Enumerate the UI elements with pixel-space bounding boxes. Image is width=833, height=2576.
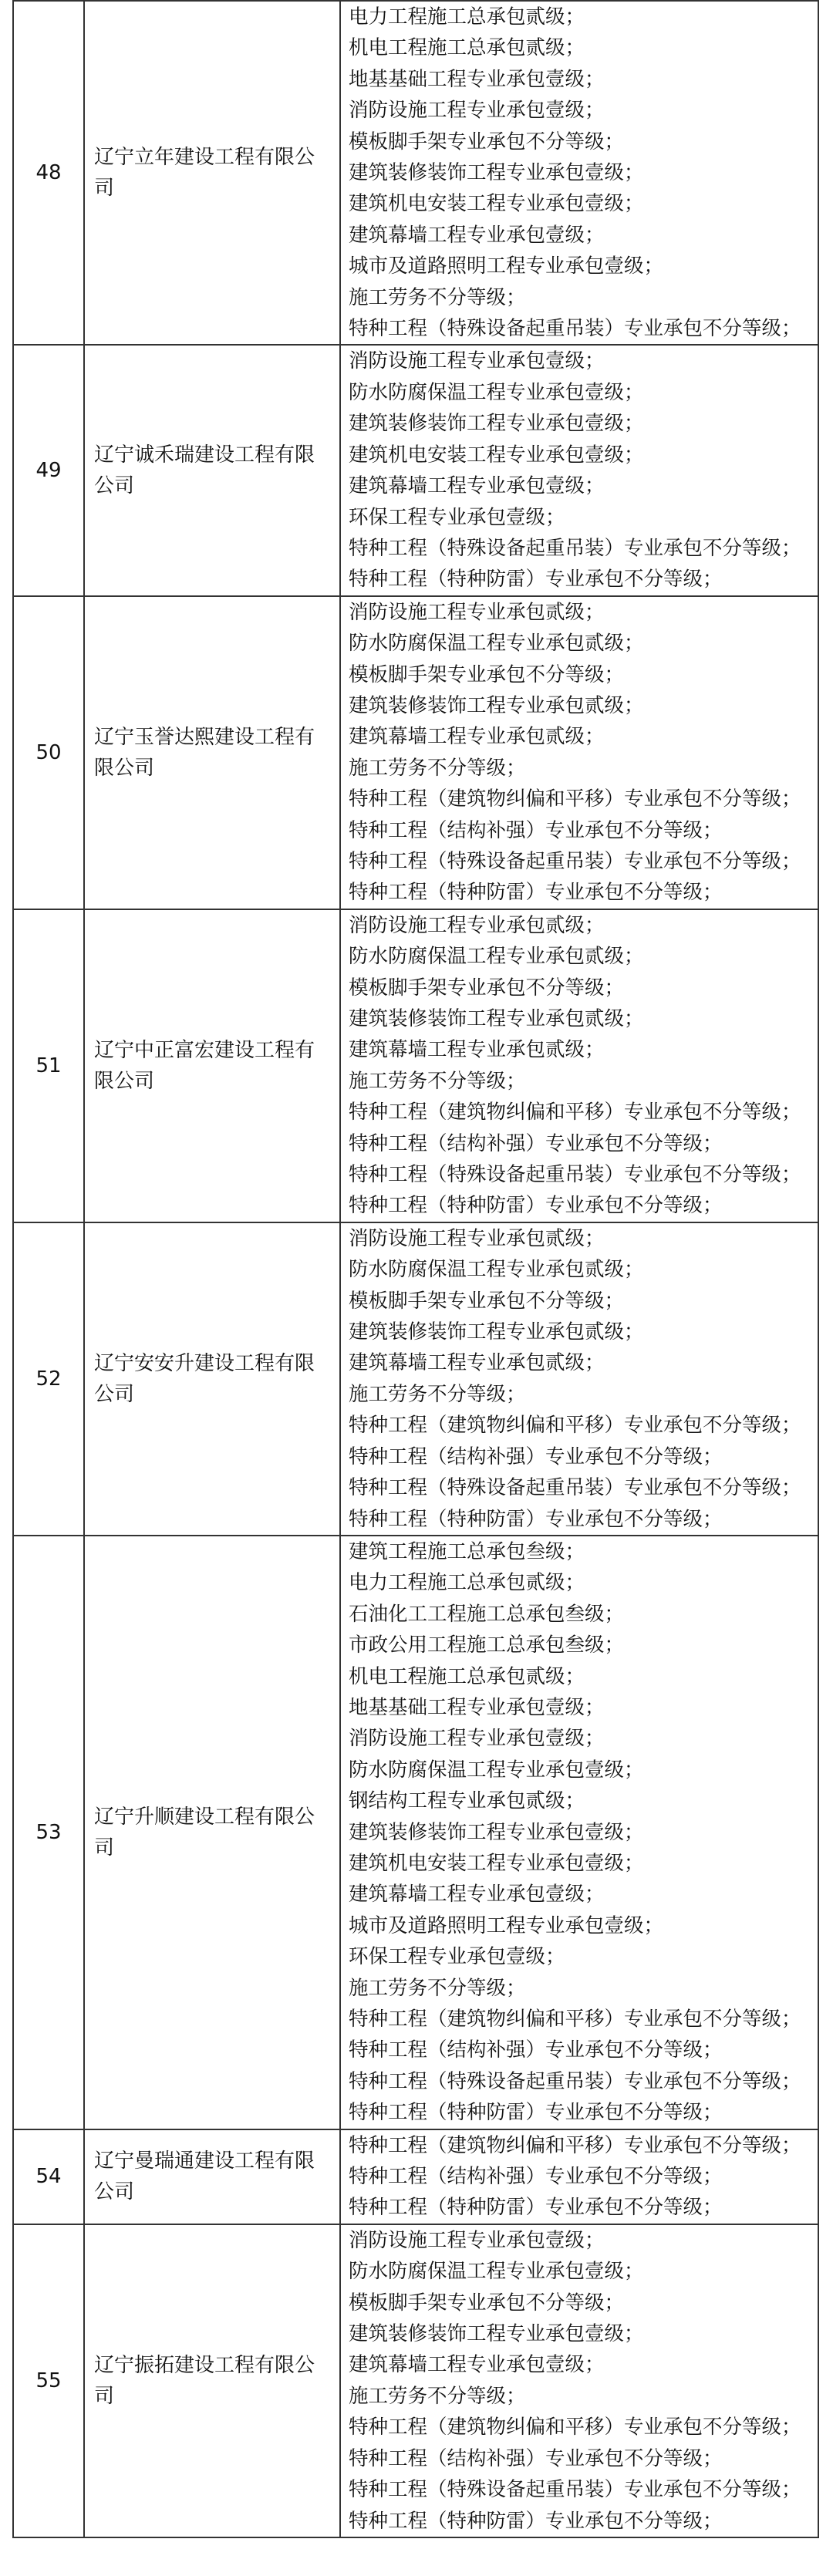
qualification-item: 消防设施工程专业承包壹级； <box>349 349 605 373</box>
table-row <box>13 1 818 345</box>
company-name: 辽宁诚禾瑞建设工程有限公司 <box>84 345 340 595</box>
qualification-item: 机电工程施工总承包贰级； <box>349 1664 585 1688</box>
qualification-item: 特种工程（建筑物纠偏和平移）专业承包不分等级； <box>349 2008 801 2031</box>
qualification-item: 城市及道路照明工程专业承包壹级； <box>349 255 664 278</box>
qualification-item: 模板脚手架专业承包不分等级； <box>349 663 625 686</box>
qualification-table <box>12 0 819 2538</box>
qualification-item: 施工劳务不分等级； <box>349 1976 526 2000</box>
table-body <box>13 1 818 2537</box>
qualification-item: 市政公用工程施工总承包叁级； <box>349 1634 625 1657</box>
qualification-item: 特种工程（特殊设备起重吊装）专业承包不分等级； <box>349 317 801 341</box>
qualification-item: 建筑幕墙工程专业承包壹级； <box>349 2353 605 2377</box>
qualification-item: 消防设施工程专业承包壹级； <box>349 2228 605 2252</box>
qualification-item: 钢结构工程专业承包贰级； <box>349 1789 585 1813</box>
row-number: 51 <box>13 909 84 1222</box>
qualification-list <box>340 1222 818 1536</box>
qualification-item: 防水防腐保温工程专业承包壹级； <box>349 380 644 404</box>
qualification-item: 建筑装修装饰工程专业承包壹级； <box>349 1820 644 1844</box>
qualification-item: 特种工程（特种防雷）专业承包不分等级； <box>349 2509 723 2533</box>
table-row <box>13 2129 818 2224</box>
qualification-item: 环保工程专业承包壹级； <box>349 1945 565 1969</box>
qualification-item: 建筑幕墙工程专业承包贰级； <box>349 725 605 749</box>
qualification-item: 特种工程（结构补强）专业承包不分等级； <box>349 1131 723 1155</box>
qualification-item: 建筑装修装饰工程专业承包壹级； <box>349 412 644 436</box>
qualification-item: 地基基础工程专业承包壹级； <box>349 67 605 91</box>
table-row <box>13 1536 818 2129</box>
qualification-item: 防水防腐保温工程专业承包壹级； <box>349 1758 644 1782</box>
row-number: 54 <box>13 2129 84 2224</box>
row-number: 52 <box>13 1222 84 1536</box>
qualification-item: 建筑装修装饰工程专业承包贰级； <box>349 1320 644 1344</box>
qualification-list <box>340 2129 818 2224</box>
company-name: 辽宁曼瑞通建设工程有限公司 <box>84 2129 340 2224</box>
qualification-item: 防水防腐保温工程专业承包贰级； <box>349 945 644 969</box>
qualification-item: 模板脚手架专业承包不分等级； <box>349 130 625 153</box>
qualification-item: 特种工程（建筑物纠偏和平移）专业承包不分等级； <box>349 1101 801 1124</box>
qualification-item: 施工劳务不分等级； <box>349 2384 526 2408</box>
qualification-item: 特种工程（特种防雷）专业承包不分等级； <box>349 881 723 905</box>
qualification-item: 特种工程（特种防雷）专业承包不分等级； <box>349 2196 723 2220</box>
qualification-item: 建筑机电安装工程专业承包壹级； <box>349 443 644 467</box>
qualification-list <box>340 596 818 909</box>
qualification-item: 特种工程（建筑物纠偏和平移）专业承包不分等级； <box>349 787 801 811</box>
qualification-item: 模板脚手架专业承包不分等级； <box>349 1289 625 1313</box>
qualification-item: 特种工程（特殊设备起重吊装）专业承包不分等级； <box>349 536 801 560</box>
qualification-item: 消防设施工程专业承包贰级； <box>349 1226 605 1250</box>
qualification-item: 防水防腐保温工程专业承包贰级； <box>349 1258 644 1282</box>
qualification-item: 建筑幕墙工程专业承包贰级； <box>349 1351 605 1375</box>
qualification-item: 建筑装修装饰工程专业承包壹级； <box>349 2322 644 2346</box>
company-name: 辽宁中正富宏建设工程有限公司 <box>84 909 340 1222</box>
qualification-item: 特种工程（特种防雷）专业承包不分等级； <box>349 1194 723 1218</box>
company-name: 辽宁玉誉达熙建设工程有限公司 <box>84 596 340 909</box>
qualification-item: 特种工程（建筑物纠偏和平移）专业承包不分等级； <box>349 2416 801 2439</box>
company-name: 辽宁升顺建设工程有限公司 <box>84 1536 340 2129</box>
qualification-item: 建筑幕墙工程专业承包贰级； <box>349 1038 605 1062</box>
table-row <box>13 345 818 595</box>
table-row <box>13 2224 818 2537</box>
qualification-item: 消防设施工程专业承包壹级； <box>349 99 605 123</box>
qualification-item: 施工劳务不分等级； <box>349 1069 526 1093</box>
qualification-item: 环保工程专业承包壹级； <box>349 505 565 529</box>
company-name: 辽宁振拓建设工程有限公司 <box>84 2224 340 2537</box>
qualification-list <box>340 1536 818 2129</box>
qualification-item: 建筑机电安装工程专业承包壹级； <box>349 1851 644 1875</box>
qualification-item: 建筑工程施工总承包叁级； <box>349 1539 585 1563</box>
qualification-list <box>340 1 818 345</box>
qualification-item: 建筑装修装饰工程专业承包壹级； <box>349 161 644 185</box>
qualification-item: 特种工程（结构补强）专业承包不分等级； <box>349 2446 723 2470</box>
qualification-item: 特种工程（特种防雷）专业承包不分等级； <box>349 568 723 592</box>
qualification-item: 消防设施工程专业承包壹级； <box>349 1727 605 1751</box>
qualification-item: 施工劳务不分等级； <box>349 1382 526 1406</box>
qualification-item: 建筑幕墙工程专业承包壹级； <box>349 223 605 247</box>
qualification-item: 特种工程（特种防雷）专业承包不分等级； <box>349 1507 723 1531</box>
qualification-item: 机电工程施工总承包贰级； <box>349 36 585 60</box>
qualification-item: 特种工程（结构补强）专业承包不分等级； <box>349 818 723 842</box>
qualification-item: 防水防腐保温工程专业承包壹级； <box>349 2260 644 2284</box>
row-number: 50 <box>13 596 84 909</box>
table-row <box>13 909 818 1222</box>
qualification-item: 模板脚手架专业承包不分等级； <box>349 2291 625 2315</box>
qualification-item: 特种工程（建筑物纠偏和平移）专业承包不分等级； <box>349 1414 801 1438</box>
qualification-item: 建筑机电安装工程专业承包壹级； <box>349 192 644 216</box>
qualification-item: 城市及道路照明工程专业承包壹级； <box>349 1913 664 1937</box>
qualification-list <box>340 345 818 595</box>
qualification-item: 石油化工工程施工总承包叁级； <box>349 1602 625 1626</box>
qualification-item: 建筑幕墙工程专业承包壹级； <box>349 1883 605 1907</box>
qualification-item: 特种工程（结构补强）专业承包不分等级； <box>349 2038 723 2062</box>
qualification-item: 特种工程（特殊设备起重吊装）专业承包不分等级； <box>349 2069 801 2093</box>
qualification-item: 电力工程施工总承包贰级； <box>349 1571 585 1595</box>
qualification-item: 建筑幕墙工程专业承包壹级； <box>349 474 605 498</box>
qualification-item: 特种工程（特殊设备起重吊装）专业承包不分等级； <box>349 2478 801 2502</box>
qualification-item: 特种工程（特种防雷）专业承包不分等级； <box>349 2101 723 2125</box>
qualification-item: 建筑装修装饰工程专业承包贰级； <box>349 1007 644 1030</box>
qualification-list <box>340 2224 818 2537</box>
company-name: 辽宁安安升建设工程有限公司 <box>84 1222 340 1536</box>
qualification-item: 施工劳务不分等级； <box>349 756 526 780</box>
table-row <box>13 1222 818 1536</box>
qualification-item: 防水防腐保温工程专业承包贰级； <box>349 632 644 656</box>
qualification-item: 特种工程（特殊设备起重吊装）专业承包不分等级； <box>349 1163 801 1187</box>
qualification-item: 消防设施工程专业承包贰级； <box>349 600 605 624</box>
qualification-item: 建筑装修装饰工程专业承包贰级； <box>349 693 644 717</box>
row-number: 48 <box>13 1 84 345</box>
company-name: 辽宁立年建设工程有限公司 <box>84 1 340 345</box>
qualification-item: 特种工程（特殊设备起重吊装）专业承包不分等级； <box>349 1476 801 1500</box>
qualification-item: 特种工程（结构补强）专业承包不分等级； <box>349 2165 723 2189</box>
table-row <box>13 596 818 909</box>
qualification-item: 施工劳务不分等级； <box>349 285 526 309</box>
qualification-item: 特种工程（结构补强）专业承包不分等级； <box>349 1445 723 1468</box>
qualification-item: 特种工程（建筑物纠偏和平移）专业承包不分等级； <box>349 2133 801 2157</box>
row-number: 49 <box>13 345 84 595</box>
row-number: 53 <box>13 1536 84 2129</box>
qualification-item: 地基基础工程专业承包壹级； <box>349 1695 605 1719</box>
qualification-item: 消防设施工程专业承包贰级； <box>349 913 605 937</box>
qualification-item: 电力工程施工总承包贰级； <box>349 5 585 29</box>
qualification-list <box>340 909 818 1222</box>
row-number: 55 <box>13 2224 84 2537</box>
qualification-item: 特种工程（特殊设备起重吊装）专业承包不分等级； <box>349 849 801 873</box>
qualification-item: 模板脚手架专业承包不分等级； <box>349 976 625 1000</box>
